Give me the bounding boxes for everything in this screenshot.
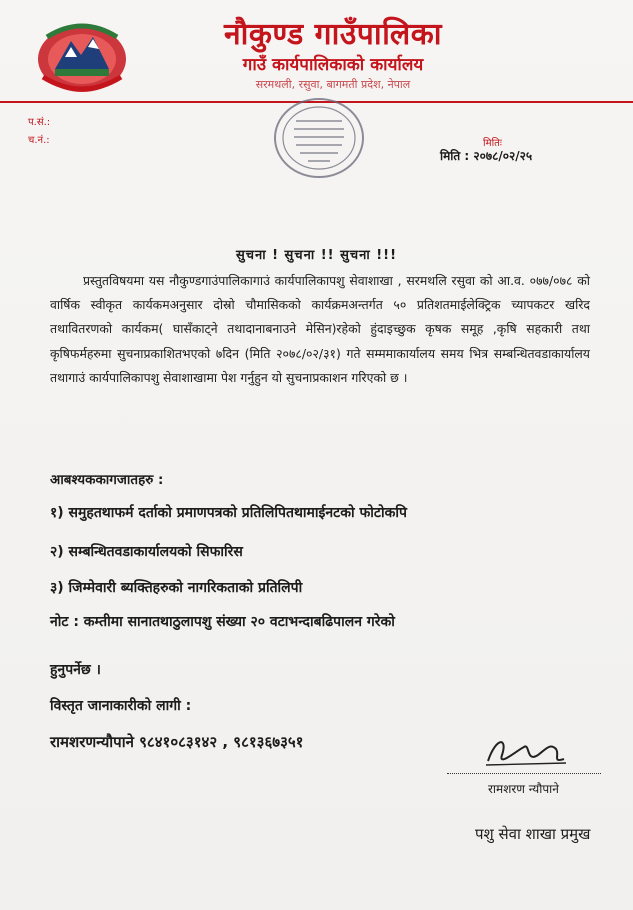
notice-body: प्रस्तुतविषयमा यस नौकुण्डगाउंपालिकागाउं कार्यपालिकापशु सेवाशाखा , सरमथलि रसुवा को आ.व. ०७७/०७८ को वार्षिक स्वीकृत कार्यकमअनुसार दोस्रो चौमासिकको कार्यक्रमअन्तर्गत ५० प्रतिशतमाईलेक्ट्रिक च्यापकटर खरिद तथावितरणको कार्यकम( घासँकाट्ने तथादानाबनाउने मेसिन)रहेको हुंदाइच्छुक कृषक समूह ,कृषि सहकारी तथा कृषिफर्महरुमा सुचनाप्रकाशितभएको ७दिन (मिति २०७८/०२/३१) गते सम्ममाकार्यालय समय भित्र सम्बन्धितवडाकार्यालय तथागाउं कार्यपालिकापशु सेवाशाखामा पेश गर्नुहुन यो सुचनाप्रकाशन गरिएको छ । (50, 273, 590, 385)
printed-date-label: मितिः (483, 138, 502, 149)
reference-number-label: प.सं.: (28, 117, 51, 128)
office-stamp-icon (270, 95, 368, 181)
note-line-1: नोट : कम्तीमा सानातथाठुलापशु संख्या २० वटाभन्दाबढिपालन गरेको (50, 614, 395, 630)
info-label: विस्तृत जानाकारीको लागी : (50, 698, 192, 714)
signer-role: पशु सेवा शाखा प्रमुख (475, 825, 591, 843)
office-subtitle: गाउँ कार्यपालिकाको कार्यालय (242, 55, 424, 75)
document-item-1: १) समुहतथाफर्म दर्ताको प्रमाणपत्रको प्रतिलिपितथामाईनटको फोटोकपि (50, 505, 407, 521)
office-address: सरमथली, रसुवा, बागमती प्रदेश, नेपाल (255, 78, 411, 91)
documents-heading: आबश्यककागजातहरु : (50, 472, 164, 488)
nepal-emblem-icon (33, 17, 131, 95)
signature-line (447, 773, 601, 774)
letter-date (440, 147, 532, 164)
contact-line: रामशरणन्यौपाने ९८४१०८३१४२ , ९८१३६७३५१ (50, 733, 304, 751)
office-title: नौकुण्ड गाउँपालिका (223, 17, 443, 52)
note-line-2: हुनुपर्नेछ । (50, 662, 101, 678)
date-label: मिति (440, 149, 461, 163)
signer-name: रामशरण न्यौपाने (488, 782, 559, 796)
notice-heading: सुचना ! सुचना !! सुचना !!! (235, 248, 398, 263)
dispatch-number-label: च.नं.: (28, 135, 50, 146)
document-item-2: २) सम्बन्धितवडाकार्यालयको सिफारिस (50, 544, 243, 560)
signature-icon (446, 733, 606, 777)
document-item-3: ३) जिम्मेवारी ब्यक्तिहरुको नागरिकताको प्रतिलिपी (50, 580, 303, 596)
date-value: : २०७८/०२/२५ (464, 149, 533, 163)
